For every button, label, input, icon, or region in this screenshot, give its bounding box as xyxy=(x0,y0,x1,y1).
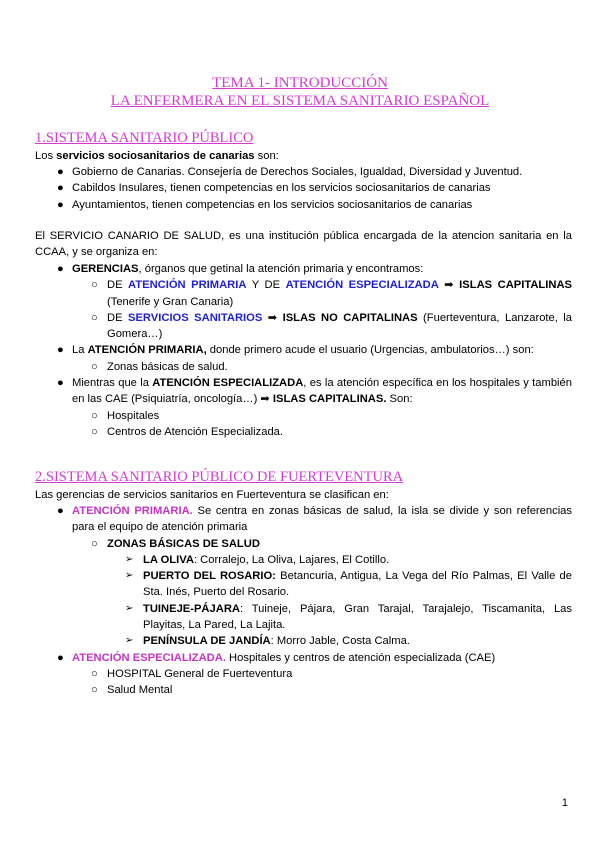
arrow-right-icon: ➡ xyxy=(262,311,283,324)
bullet-circle-icon: ○ xyxy=(91,360,98,373)
list-item: ○ Hospitales xyxy=(35,408,572,424)
list-item: ○ HOSPITAL General de Fuerteventura xyxy=(35,666,572,682)
arrow-bullet-icon: ➢ xyxy=(125,635,134,647)
scs-paragraph: El SERVICIO CANARIO DE SALUD, es una institución pública encargada de la atencion sanitaria en la CCAA, y se organiza en: xyxy=(35,230,572,259)
bullet-circle-icon: ○ xyxy=(91,537,98,550)
bullet-circle-icon: ○ xyxy=(91,684,98,697)
list-item: ○ Centros de Atención Especializada. xyxy=(35,424,572,440)
list-item-zona: ➢ TUINEJE-PÁJARA: Tuineje, Pájara, Gran Tarajal, Tarajalejo, Tiscamanita, Las Playitas, La Pared, La Lajita. xyxy=(125,602,572,632)
bullet-circle-icon: ○ xyxy=(91,425,98,438)
bullet-circle-icon: ○ xyxy=(91,279,98,292)
list-item-zonas: ○ Zonas básicas de salud. xyxy=(35,359,572,375)
page-title: TEMA 1- INTRODUCCIÓN xyxy=(212,75,388,91)
section1-list xyxy=(35,164,572,213)
list-item-zona: ➢ PUERTO DEL ROSARIO: Betancuria, Antigua, La Vega del Río Palmas, El Valle de Sta. Inés, Puerto del Rosario. xyxy=(125,570,572,599)
intro-bold: servicios sociosanitarios de canarias xyxy=(56,150,255,162)
list-item-fv-primaria: ● ATENCIÓN PRIMARIA. Se centra en zonas básicas de salud, la isla se divide y son referencias para el equipo de atención primaria xyxy=(57,505,572,534)
section2-heading: 2.SISTEMA SANITARIO PÚBLICO DE FUERTEVENTURA xyxy=(35,469,404,485)
scs-list xyxy=(35,261,572,440)
arrow-right-icon: ➡ xyxy=(260,393,270,406)
bullet-disc-icon: ● xyxy=(57,182,64,195)
bullet-disc-icon: ● xyxy=(57,377,64,390)
list-item-zonas-basicas: ○ ZONAS BÁSICAS DE SALUD xyxy=(35,536,572,552)
bullet-circle-icon: ○ xyxy=(91,409,98,422)
list-item: ● Ayuntamientos, tienen competencias en los servicios sociosanitarios de canarias xyxy=(35,197,572,213)
list-item-fv-especializada: ● ATENCIÓN ESPECIALIZADA. Hospitales y centros de atención especializada (CAE) xyxy=(35,650,572,666)
list-item-zona: ➢ LA OLIVA: Corralejo, La Oliva, Lajares, El Cotillo. xyxy=(35,552,572,568)
section2-list xyxy=(35,503,572,699)
bullet-disc-icon: ● xyxy=(57,505,64,517)
bullet-circle-icon: ○ xyxy=(91,311,98,324)
bullet-disc-icon: ● xyxy=(57,198,64,211)
bullet-disc-icon: ● xyxy=(57,263,64,275)
list-item-servicios: ○ DE SERVICIOS SANITARIOS ➡ ISLAS NO CAPITALINAS (Fuerteventura, Lanzarote, la Gomera…) xyxy=(91,311,573,341)
list-item-zona: ➢ PENÍNSULA DE JANDÍA: Morro Jable, Costa Calma. xyxy=(35,633,572,649)
list-item: ● Cabildos Insulares, tienen competencias en los servicios sociosanitarios de canarias xyxy=(35,180,572,196)
section1-intro: Los servicios sociosanitarios de canarias son: xyxy=(35,150,279,162)
bullet-circle-icon: ○ xyxy=(91,667,98,680)
list-item-gerencias: ● GERENCIAS, órganos que getinal la atención primaria y encontramos: xyxy=(35,261,572,277)
list-item: ● Gobierno de Canarias. Consejería de Derechos Sociales, Igualdad, Diversidad y Juventud. xyxy=(35,164,572,180)
bullet-disc-icon: ● xyxy=(57,651,64,664)
bullet-disc-icon: ● xyxy=(57,166,64,178)
page-subtitle: LA ENFERMERA EN EL SISTEMA SANITARIO ESPAÑOL xyxy=(110,93,490,109)
arrow-bullet-icon: ➢ xyxy=(125,570,134,582)
arrow-bullet-icon: ➢ xyxy=(125,553,134,565)
page-number: 1 xyxy=(561,797,568,809)
section2-intro: Las gerencias de servicios sanitarios en Fuerteventura se clasifican en: xyxy=(35,489,389,501)
section1-heading: 1.SISTEMA SANITARIO PÚBLICO xyxy=(35,130,254,146)
arrow-bullet-icon: ➢ xyxy=(125,602,134,614)
bullet-disc-icon: ● xyxy=(57,344,64,357)
list-item-primaria: ● La ATENCIÓN PRIMARIA, donde primero acude el usuario (Urgencias, ambulatorios…) son: xyxy=(35,342,572,358)
list-item: ○ Salud Mental xyxy=(35,682,572,698)
list-item-especializada: ● Mientras que la ATENCIÓN ESPECIALIZADA, es la atención específica en los hospitales y también en las CAE (Psiquiatría, oncología…) ➡ ISLAS CAPITALINAS. Son: xyxy=(57,377,572,406)
arrow-right-icon: ➡ xyxy=(438,279,460,292)
list-item-ap-ae: ○ DE ATENCIÓN PRIMARIA Y DE ATENCIÓN ESPECIALIZADA ➡ ISLAS CAPITALINAS (Tenerife y Gran Canaria) xyxy=(91,279,572,308)
